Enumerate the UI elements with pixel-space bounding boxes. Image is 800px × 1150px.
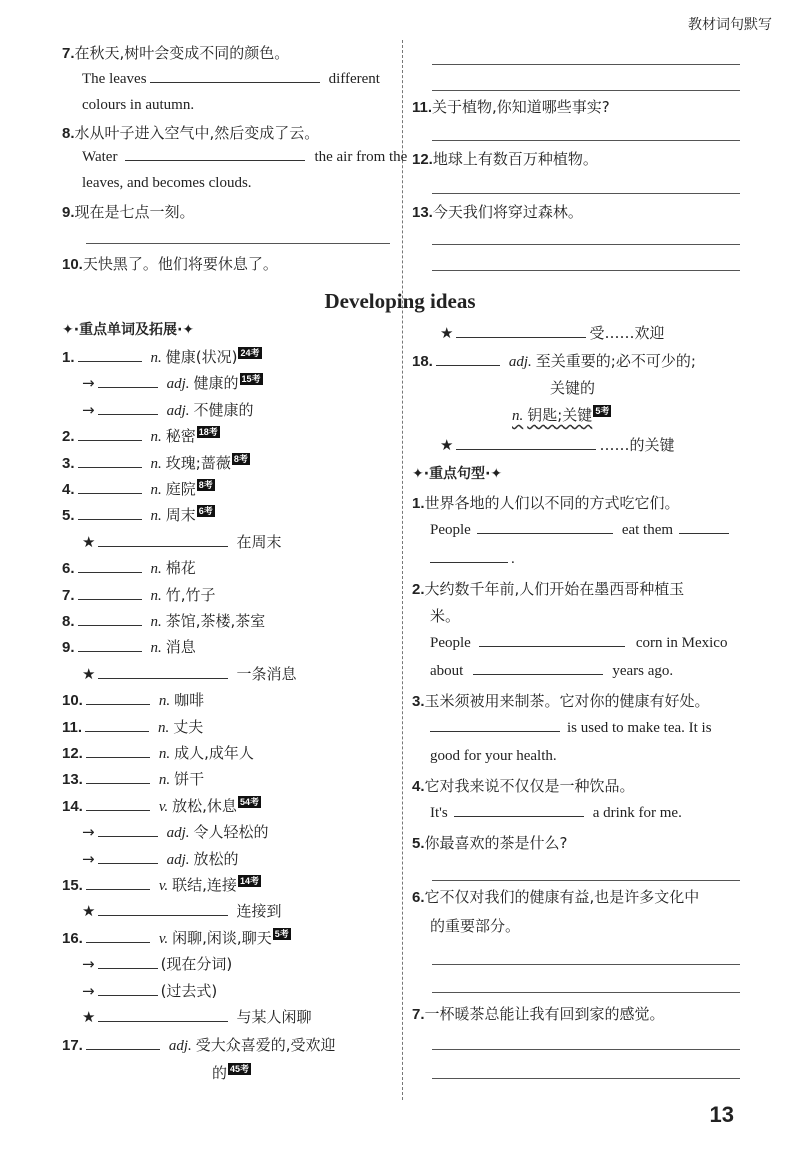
answer-blank[interactable] — [432, 992, 740, 993]
answer-blank[interactable] — [86, 888, 150, 890]
answer-blank[interactable] — [150, 81, 320, 83]
vocab-item: 15. v. 联结,连接 14考 — [62, 876, 259, 894]
vocab-item-18-noun: n. 钥匙;关键 5考 — [512, 406, 610, 424]
vocab-item: 5. n. 周末 6考 — [62, 506, 213, 524]
vocab-item: → adj. 放松的 — [82, 850, 239, 868]
answer-blank[interactable] — [479, 645, 625, 647]
vocab-item: 13. n. 饼干 — [62, 770, 205, 788]
star-icon: ★ — [82, 902, 96, 920]
answer-blank[interactable] — [86, 243, 390, 244]
sentence-3: 3.玉米须被用来制茶。它对你的健康有好处。 — [412, 692, 710, 710]
sentence-2-answer: People corn in Mexico — [430, 635, 728, 651]
vocab-item: 11. n. 丈夫 — [62, 718, 204, 736]
answer-blank[interactable] — [78, 650, 142, 652]
vocab-item: → (现在分词) — [82, 955, 233, 973]
sentences-heading: ✦·重点句型·✦ — [412, 466, 503, 482]
answer-blank[interactable] — [436, 364, 500, 366]
answer-blank[interactable] — [78, 466, 142, 468]
answer-blank[interactable] — [98, 914, 228, 916]
question-8: 8.水从叶子进入空气中,然后变成了云。 — [62, 124, 320, 142]
sparkle-icon: ✦· — [62, 322, 80, 338]
answer-blank[interactable] — [86, 703, 150, 705]
vocab-item: 2. n. 秘密 18考 — [62, 427, 218, 445]
sparkle-icon: ·✦ — [485, 466, 503, 482]
answer-blank[interactable] — [432, 90, 740, 91]
question-8-answer-text: leaves, and becomes clouds. — [82, 175, 252, 191]
answer-blank[interactable] — [477, 532, 613, 534]
arrow-icon: → — [82, 982, 95, 1000]
question-7-answer-line: The leaves different — [82, 71, 380, 87]
answer-blank[interactable] — [473, 673, 603, 675]
vocab-star-popular: ★ 受……欢迎 — [440, 324, 665, 342]
vocab-item: 10. n. 咖啡 — [62, 691, 205, 709]
sparkle-icon: ✦· — [412, 466, 430, 482]
star-icon: ★ — [82, 533, 96, 551]
vocab-item: 9. n. 消息 — [62, 638, 196, 656]
answer-blank[interactable] — [430, 730, 560, 732]
vocab-item: → (过去式) — [82, 982, 218, 1000]
star-icon: ★ — [82, 665, 96, 683]
question-10: 10.天快黑了。他们将要休息了。 — [62, 255, 278, 273]
answer-blank[interactable] — [98, 1020, 228, 1022]
sentence-2-cont: 米。 — [430, 607, 461, 625]
vocab-item-17-cont: 的 45考 — [212, 1064, 250, 1082]
vocab-item-18: 18. adj. 至关重要的;必不可少的; — [412, 352, 696, 370]
vocab-item: 14. v. 放松,休息 54考 — [62, 797, 259, 815]
sentence-3-answer: is used to make tea. It is — [430, 720, 712, 737]
section-title: Developing ideas — [324, 289, 476, 313]
vocab-item: → adj. 令人轻松的 — [82, 823, 269, 841]
sentence-2-answer-cont: about years ago. — [430, 663, 674, 679]
answer-blank[interactable] — [85, 730, 149, 732]
arrow-icon: → — [82, 823, 95, 841]
answer-blank[interactable] — [98, 835, 158, 837]
exam-count-badge: 54考 — [239, 797, 259, 807]
exam-count-badge: 45考 — [230, 1064, 250, 1074]
answer-blank[interactable] — [456, 336, 586, 338]
sentence-1-answer-cont: . — [430, 551, 515, 568]
arrow-icon: → — [82, 374, 95, 392]
sentence-1: 1.世界各地的人们以不同的方式吃它们。 — [412, 494, 680, 512]
answer-blank[interactable] — [98, 994, 158, 996]
vocab-item: ★ 连接到 — [82, 902, 282, 920]
answer-blank[interactable] — [432, 193, 740, 194]
sentence-3-answer-cont: good for your health. — [430, 748, 557, 764]
arrow-icon: → — [82, 850, 95, 868]
vocab-item-17: 17. adj. 受大众喜爱的,受欢迎 — [62, 1036, 336, 1054]
question-9: 9.现在是七点一刻。 — [62, 203, 195, 221]
answer-blank[interactable] — [86, 809, 150, 811]
answer-blank[interactable] — [86, 1048, 160, 1050]
answer-blank[interactable] — [430, 561, 508, 563]
header-title: 教材词句默写 — [688, 17, 772, 33]
answer-blank[interactable] — [432, 270, 740, 271]
answer-blank[interactable] — [98, 967, 158, 969]
answer-blank[interactable] — [98, 862, 158, 864]
answer-blank[interactable] — [78, 624, 142, 626]
exam-count-badge: 8考 — [198, 480, 213, 490]
vocab-star-key: ★ ……的关键 — [440, 436, 675, 454]
vocab-heading: ✦·重点单词及拓展·✦ — [62, 322, 195, 338]
answer-blank[interactable] — [432, 1049, 740, 1050]
vocab-item: → adj. 不健康的 — [82, 401, 254, 419]
exam-count-badge: 15考 — [241, 374, 261, 384]
answer-blank[interactable] — [432, 880, 740, 881]
sentence-6-cont: 的重要部分。 — [430, 917, 521, 935]
question-12: 12.地球上有数百万种植物。 — [412, 150, 598, 168]
answer-blank[interactable] — [98, 386, 158, 388]
answer-blank[interactable] — [125, 159, 305, 161]
answer-blank[interactable] — [86, 756, 150, 758]
exam-count-badge: 14考 — [239, 876, 259, 886]
sentence-1-answer: People eat them — [430, 522, 732, 539]
exam-count-badge: 18考 — [198, 427, 218, 437]
answer-blank[interactable] — [78, 518, 142, 520]
exam-count-badge: 5考 — [274, 929, 289, 939]
answer-blank[interactable] — [98, 677, 228, 679]
answer-blank[interactable] — [432, 964, 740, 965]
answer-blank[interactable] — [78, 492, 142, 494]
vocab-item: 6. n. 棉花 — [62, 559, 196, 577]
vocab-item: ★ 在周末 — [82, 533, 282, 551]
vocab-item: → adj. 健康的 15考 — [82, 374, 261, 392]
exam-count-badge: 5考 — [595, 406, 610, 416]
page-number: 13 — [709, 1102, 734, 1127]
column-divider — [402, 40, 403, 1100]
answer-blank[interactable] — [86, 782, 150, 784]
answer-blank[interactable] — [432, 140, 740, 141]
vocab-item: ★ 一条消息 — [82, 665, 297, 683]
sentence-6: 6.它不仅对我们的健康有益,也是许多文化中 — [412, 888, 700, 906]
answer-blank[interactable] — [78, 571, 142, 573]
sentence-2: 2.大约数千年前,人们开始在墨西哥种植玉 — [412, 580, 685, 598]
answer-blank[interactable] — [98, 545, 228, 547]
question-8-answer-line: Water the air from the — [82, 149, 408, 165]
answer-blank[interactable] — [78, 598, 142, 600]
arrow-icon: → — [82, 401, 95, 419]
star-icon: ★ — [440, 324, 454, 342]
sentence-5: 5.你最喜欢的茶是什么? — [412, 834, 568, 852]
exam-count-badge: 24考 — [240, 348, 260, 358]
question-11: 11.关于植物,你知道哪些事实? — [412, 98, 610, 116]
vocab-item: 1. n. 健康(状况) 24考 — [62, 348, 260, 366]
answer-blank[interactable] — [86, 941, 150, 943]
question-7-answer-text: colours in autumn. — [82, 97, 195, 113]
answer-blank[interactable] — [432, 64, 740, 65]
vocab-item: 16. v. 闲聊,闲谈,聊天 5考 — [62, 929, 289, 947]
star-icon: ★ — [440, 436, 454, 454]
star-icon: ★ — [82, 1008, 96, 1026]
answer-blank[interactable] — [432, 1078, 740, 1079]
vocab-item: 3. n. 玫瑰;蔷薇 8考 — [62, 454, 248, 472]
vocab-item: 12. n. 成人,成年人 — [62, 744, 254, 762]
answer-blank[interactable] — [78, 360, 142, 362]
sparkle-icon: ·✦ — [177, 322, 195, 338]
exam-count-badge: 8考 — [233, 454, 248, 464]
vocab-item: 7. n. 竹,竹子 — [62, 586, 216, 604]
vocab-item: ★ 与某人闲聊 — [82, 1008, 312, 1026]
sentence-7: 7.一杯暖茶总能让我有回到家的感觉。 — [412, 1005, 665, 1023]
vocab-item-18-cont: 关键的 — [550, 379, 596, 397]
answer-blank[interactable] — [98, 413, 158, 415]
answer-blank[interactable] — [456, 448, 596, 450]
vocab-item: 4. n. 庭院 8考 — [62, 480, 213, 498]
question-7: 7.在秋天,树叶会变成不同的颜色。 — [62, 44, 290, 62]
sentence-4: 4.它对我来说不仅仅是一种饮品。 — [412, 777, 635, 795]
exam-count-badge: 6考 — [198, 506, 213, 516]
sentence-4-answer: It's a drink for me. — [430, 805, 682, 821]
question-13: 13.今天我们将穿过森林。 — [412, 203, 583, 221]
vocab-item: 8. n. 茶馆,茶楼,茶室 — [62, 612, 266, 630]
answer-blank[interactable] — [679, 532, 729, 534]
arrow-icon: → — [82, 955, 95, 973]
answer-blank[interactable] — [454, 815, 584, 817]
answer-blank[interactable] — [78, 439, 142, 441]
answer-blank[interactable] — [432, 244, 740, 245]
